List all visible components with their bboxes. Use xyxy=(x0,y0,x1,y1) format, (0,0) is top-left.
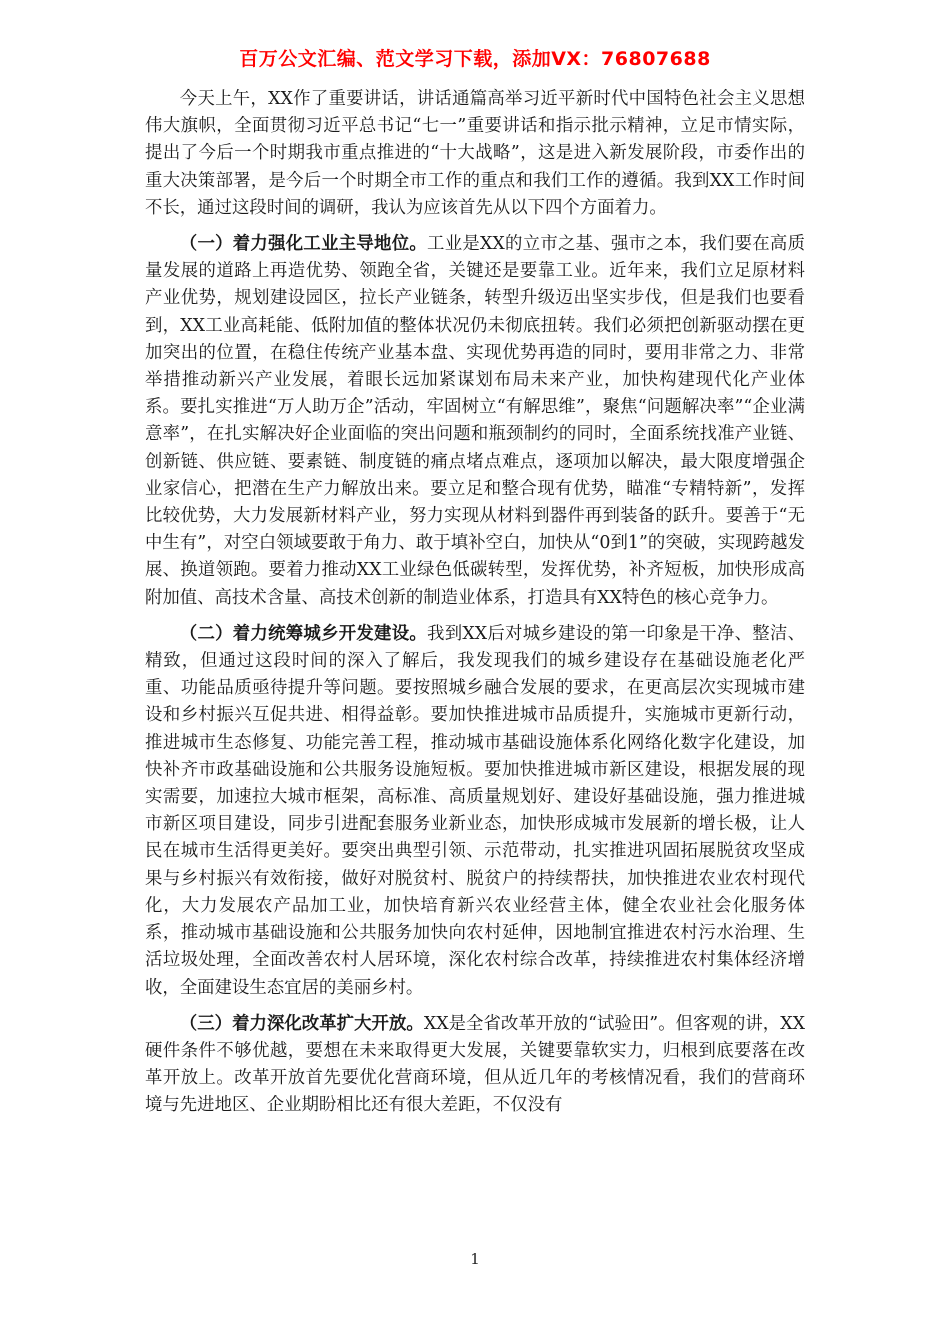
watermark-header: 百万公文汇编、范文学习下载，添加VX：76807688 xyxy=(239,48,711,70)
section-1-heading: （一）着力强化工业主导地位。 xyxy=(179,234,428,255)
section-1-paragraph xyxy=(145,231,805,612)
intro-paragraph: 今天上午，XX作了重要讲话，讲话通篇高举习近平新时代中国特色社会主义思想伟大旗帜，全面贯彻习近平总书记“七一”重要讲话和指示批示精神，立足市情实际，提出了今后一个时期我市重点推进的“十大战略”，这是进入新发展阶段，市委作出的重大决策部署，是今后一个时期全市工作的重点和我们工作的遵循。我到XX工作时间不长，通过这段时间的调研，我认为应该首先从以下四个方面着力。 xyxy=(145,89,805,218)
section-2-heading: （二）着力统筹城乡开发建设。 xyxy=(179,623,428,644)
section-3-paragraph xyxy=(145,1011,805,1120)
page-number: 1 xyxy=(470,1250,480,1268)
document-body xyxy=(145,86,805,1129)
section-2-text: 我到XX后对城乡建设的第一印象是干净、整洁、精致，但通过这段时间的深入了解后，我发现我们的城乡建设存在基础设施老化严重、功能品质亟待提升等问题。要按照城乡融合发展的要求，在更高层次实现城市建设和乡村振兴互促共进、相得益彰。要加快推进城市品质提升，实施城市更新行动，推进城市生态修复、功能完善工程，推动城市基础设施体系化网络化数字化建设，加快补齐市政基础设施和公共服务设施短板。要加快推进城市新区建设，根据发展的现实需要，加速拉大城市框架，高标准、高质量规划好、建设好基础设施，强力推进城市新区项目建设，同步引进配套服务业新业态，加快形成城市发展新的增长极，让人民在城市生活得更美好。要突出典型引领、示范带动，扎实推进巩固拓展脱贫攻坚成果与乡村振兴有效衔接，做好对脱贫村、脱贫户的持续帮扶，加快推进农业农村现代化，大力发展农产品加工业，加快培育新兴农业经营主体，健全农业社会化服务体系，推动城市基础设施和公共服务加快向农村延伸，因地制宜推进农村污水治理、生活垃圾处理，全面改善农村人居环境，深化农村综合改革，持续推进农村集体经济增收，全面建设生态宜居的美丽乡村。 xyxy=(145,623,805,998)
section-3-heading: （三）着力深化改革扩大开放。 xyxy=(179,1013,424,1034)
section-2-paragraph xyxy=(145,621,805,1002)
section-3-text: XX是全省改革开放的“试验田”。但客观的讲，XX硬件条件不够优越，要想在未来取得更大发展，关键要靠软实力，归根到底要落在改革开放上。改革开放首先要优化营商环境，但从近几年的考核情况看，我们的营商环境与先进地区、企业期盼相比还有很大差距，不仅没有 xyxy=(145,1013,805,1116)
section-1-text: 工业是XX的立市之基、强市之本，我们要在高质量发展的道路上再造优势、领跑全省，关键还是要靠工业。近年来，我们立足原材料产业优势，规划建设园区，拉长产业链条，转型升级迈出坚实步伐，但是我们也要看到，XX工业高耗能、低附加值的整体状况仍未彻底扭转。我们必须把创新驱动摆在更加突出的位置，在稳住传统产业基本盘、实现优势再造的同时，要用非常之力、非常举措推动新兴产业发展，着眼长远加紧谋划布局未来产业，加快构建现代化产业体系。要扎实推进“万人助万企”活动，牢固树立“有解思维”，聚焦“问题解决率”“企业满意率”，在扎实解决好企业面临的突出问题和瓶颈制约的同时，全面系统找准产业链、创新链、供应链、要素链、制度链的痛点堵点难点，逐项加以解决，最大限度增强企业家信心，把潜在生产力解放出来。要立足和整合现有优势，瞄准“专精特新”，发挥比较优势，大力发展新材料产业，努力实现从材料到器件再到装备的跃升。要善于“无中生有”，对空白领域要敢于角力、敢于填补空白，加快从“0到1”的突破，实现跨越发展、换道领跑。要着力推动XX工业绿色低碳转型，发挥优势，补齐短板，加快形成高附加值、高技术含量、高技术创新的制造业体系，打造具有XX特色的核心竞争力。 xyxy=(145,234,805,608)
